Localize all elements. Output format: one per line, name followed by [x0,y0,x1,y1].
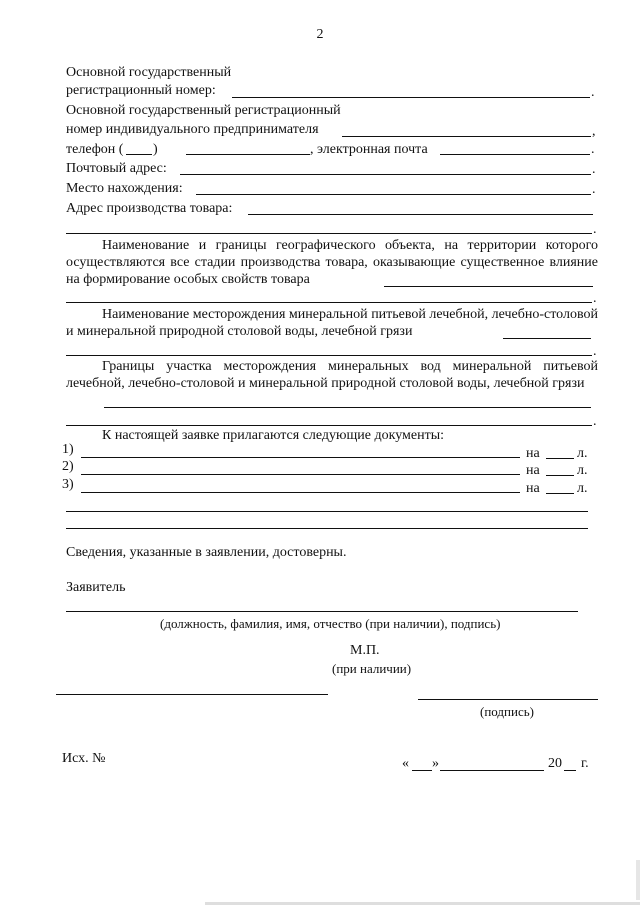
boundaries-period: . [593,414,597,429]
email-input[interactable] [440,154,590,155]
attachment-na-1: на [526,446,540,461]
email-period: . [591,142,595,157]
ogrn-label-line2: регистрационный номер: [66,83,216,98]
attachment-na-3: на [526,481,540,496]
geo-object-input[interactable] [384,286,593,287]
deposit-input[interactable] [503,338,591,339]
geo-object-paragraph: Наименование и границы географического объекта, на территории которого осуществляются все стадии производства товара, оказывающие существенное влияние на формирование особых свойств товара [66,238,598,287]
ogrn-label-line1: Основной государственный [66,65,232,80]
postal-label: Почтовый адрес: [66,161,167,176]
attachment-num-1: 1) [62,442,74,457]
applicant-input[interactable] [66,611,578,612]
location-input[interactable] [196,194,591,195]
seal-note: (при наличии) [332,661,412,676]
attachment-l-2: л. [577,463,588,478]
boundaries-input-cont[interactable] [66,425,592,426]
date-year-prefix: 20 [548,756,562,771]
attachment-input-2[interactable] [81,474,520,475]
phone-number-input[interactable] [186,154,310,155]
ogrnip-comma: , [592,124,596,139]
postal-period: . [592,162,596,177]
date-quote-close: » [432,756,439,771]
seal-label: М.П. [350,643,380,658]
production-period: . [593,222,597,237]
attachment-input-1[interactable] [81,457,520,458]
postal-input[interactable] [180,174,591,175]
geo-object-period: . [593,291,597,306]
signature-right-line[interactable] [418,699,598,700]
attachment-l-3: л. [577,481,588,496]
location-period: . [592,182,596,197]
confirmation-text: Сведения, указанные в заявлении, достоверны. [66,545,347,560]
scan-edge-right [636,860,640,900]
applicant-label: Заявитель [66,580,126,595]
ogrnip-label-line2: номер индивидуального предпринимателя [66,122,319,137]
attachment-na-2: на [526,463,540,478]
phone-code-input[interactable] [126,154,152,155]
applicant-caption: (должность, фамилия, имя, отчество (при наличии), подпись) [160,616,501,631]
attachment-input-3[interactable] [81,492,520,493]
phone-paren: ) [153,142,158,157]
deposit-period: . [593,344,597,359]
ogrn-period: . [591,85,595,100]
production-input[interactable] [248,214,593,215]
page-number: 2 [316,27,324,42]
outgoing-number-label: Исх. № [62,751,106,766]
attachment-pages-input-2[interactable] [546,475,574,476]
location-label: Место нахождения: [66,181,183,196]
email-label: , электронная почта [310,142,428,157]
attachment-l-1: л. [577,446,588,461]
production-input-cont[interactable] [66,233,592,234]
attachment-num-3: 3) [62,477,74,492]
attachment-num-2: 2) [62,459,74,474]
signature-caption: (подпись) [480,704,534,719]
boundaries-input[interactable] [104,407,591,408]
geo-object-input-cont[interactable] [66,302,592,303]
date-year-suffix: г. [581,756,589,771]
date-month-input[interactable] [440,770,544,771]
attachment-pages-input-1[interactable] [546,458,574,459]
attachments-intro: К настоящей заявке прилагаются следующие документы: [102,428,444,443]
signature-left-line[interactable] [56,694,328,695]
deposit-paragraph: Наименование месторождения минеральной питьевой лечебной, лечебно-столовой и минеральной природной столовой воды, лечебной грязи [66,307,598,339]
phone-label: телефон ( [66,142,124,157]
attachment-extra-line-1[interactable] [66,511,588,512]
date-year-input[interactable] [564,770,576,771]
ogrnip-label-line1: Основной государственный регистрационный [66,103,341,118]
production-label: Адрес производства товара: [66,201,233,216]
deposit-input-cont[interactable] [66,355,592,356]
attachment-extra-line-2[interactable] [66,528,588,529]
ogrnip-input[interactable] [342,136,591,137]
date-quote-open: « [402,756,409,771]
date-day-input[interactable] [412,770,432,771]
attachment-pages-input-3[interactable] [546,493,574,494]
ogrn-input[interactable] [232,97,590,98]
boundaries-paragraph: Границы участка месторождения минеральных вод минеральной питьевой лечебной, лечебно-столовой и минеральной природной столовой воды, лечебной грязи [66,359,598,391]
